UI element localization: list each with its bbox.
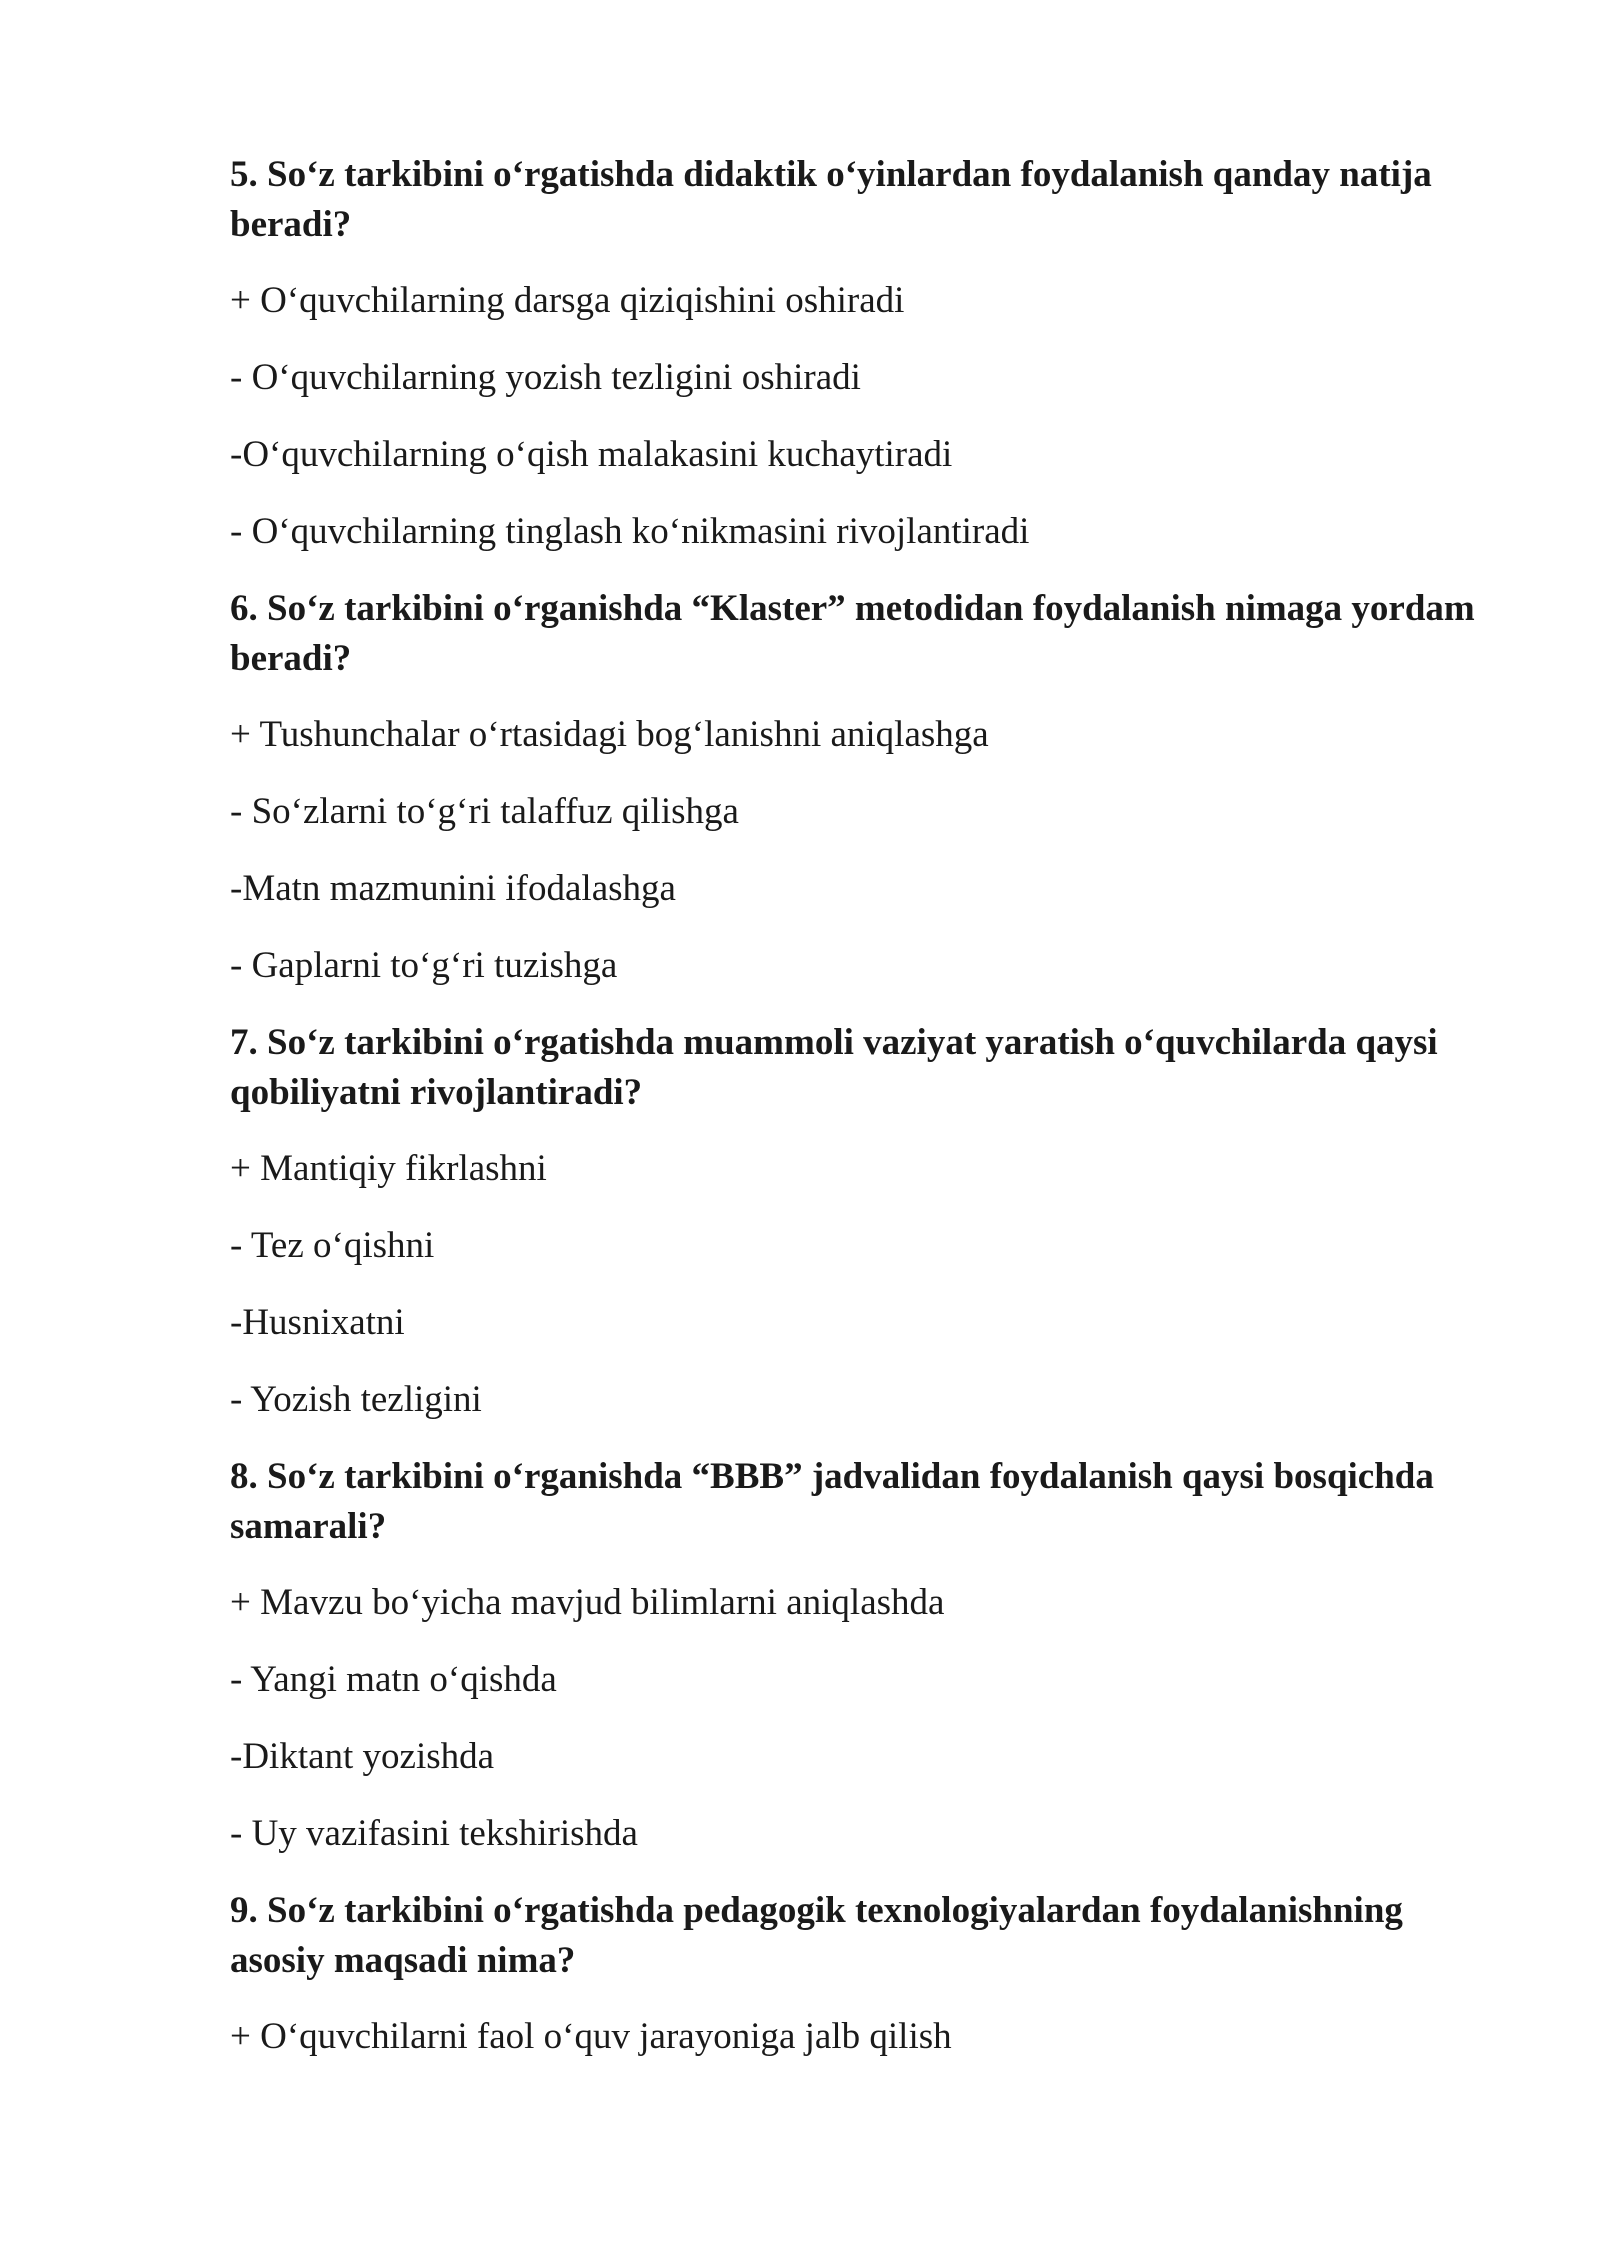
question-block bbox=[230, 584, 1480, 991]
question-title: 7. So‘z tarkibini o‘rgatishda muammoli vaziyat yaratish o‘quvchilarda qaysi qobiliyatni rivojlantiradi? bbox=[230, 1022, 1438, 1113]
question-title: 9. So‘z tarkibini o‘rgatishda pedagogik texnologiyalardan foydalanishning asosiy maqsadi nima? bbox=[230, 1890, 1403, 1981]
question-block bbox=[230, 1452, 1480, 1859]
answer-option: - Gaplarni to‘g‘ri tuzishga bbox=[230, 945, 618, 986]
answer-option: -O‘quvchilarning o‘qish malakasini kuchaytiradi bbox=[230, 434, 953, 475]
answer-option: + Mavzu bo‘yicha mavjud bilimlarni aniqlashda bbox=[230, 1582, 945, 1623]
answer-option: + Mantiqiy fikrlashni bbox=[230, 1148, 547, 1189]
question-title: 6. So‘z tarkibini o‘rganishda “Klaster” metodidan foydalanish nimaga yordam beradi? bbox=[230, 588, 1475, 679]
answer-option: - So‘zlarni to‘g‘ri talaffuz qilishga bbox=[230, 791, 739, 832]
answer-option: - O‘quvchilarning yozish tezligini oshiradi bbox=[230, 357, 861, 398]
question-title: 8. So‘z tarkibini o‘rganishda “BBB” jadvalidan foydalanish qaysi bosqichda samarali? bbox=[230, 1456, 1434, 1547]
question-block bbox=[230, 1886, 1480, 2062]
answer-option: - Yangi matn o‘qishda bbox=[230, 1659, 557, 1700]
question-block bbox=[230, 150, 1480, 557]
answer-option: -Husnixatni bbox=[230, 1302, 405, 1343]
answer-option: - O‘quvchilarning tinglash ko‘nikmasini rivojlantiradi bbox=[230, 511, 1030, 552]
answer-option: -Matn mazmunini ifodalashga bbox=[230, 868, 676, 909]
answer-option: - Uy vazifasini tekshirishda bbox=[230, 1813, 638, 1854]
document-page bbox=[230, 150, 1480, 2089]
question-block bbox=[230, 1018, 1480, 1425]
answer-option: + O‘quvchilarning darsga qiziqishini oshiradi bbox=[230, 280, 905, 321]
answer-option: -Diktant yozishda bbox=[230, 1736, 495, 1777]
answer-option: + Tushunchalar o‘rtasidagi bog‘lanishni aniqlashga bbox=[230, 714, 989, 755]
answer-option: - Yozish tezligini bbox=[230, 1379, 482, 1420]
answer-option: - Tez o‘qishni bbox=[230, 1225, 435, 1266]
question-title: 5. So‘z tarkibini o‘rgatishda didaktik o‘yinlardan foydalanish qanday natija beradi? bbox=[230, 154, 1432, 245]
answer-option: + O‘quvchilarni faol o‘quv jarayoniga jalb qilish bbox=[230, 2016, 952, 2057]
